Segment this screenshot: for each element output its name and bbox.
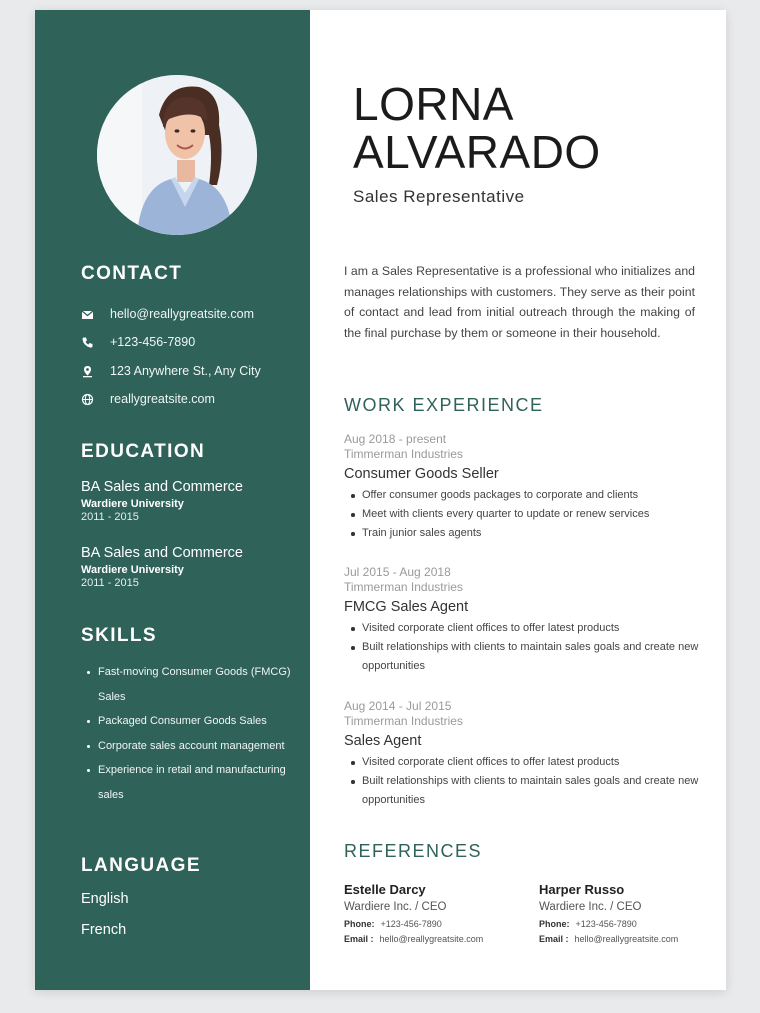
last-name: ALVARADO: [353, 126, 601, 178]
first-name: LORNA: [353, 78, 514, 130]
contact-phone[interactable]: [81, 332, 195, 352]
job-dates: Aug 2014 - Jul 2015: [344, 699, 452, 713]
education-school: Wardiere University: [81, 498, 184, 510]
job-entry: [344, 565, 704, 676]
skills-heading: SKILLS: [81, 625, 157, 646]
job-company: Timmerman Industries: [344, 580, 463, 594]
reference-email-label: Email :: [344, 934, 374, 944]
reference-name: Harper Russo: [539, 882, 625, 897]
job-bullet: Meet with clients every quarter to update or renew services: [344, 505, 704, 524]
education-degree: BA Sales and Commerce: [81, 479, 243, 495]
contact-address: [81, 361, 261, 381]
contact-phone-text: +123-456-7890: [110, 335, 196, 349]
globe-icon: [81, 393, 94, 406]
reference-card: [344, 882, 544, 944]
location-pin-icon: [81, 365, 94, 378]
skill-item: Packaged Consumer Goods Sales: [81, 709, 296, 734]
skill-item: Fast-moving Consumer Goods (FMCG) Sales: [81, 660, 296, 709]
email-icon: [81, 308, 94, 321]
phone-icon: [81, 336, 94, 349]
education-school: Wardiere University: [81, 564, 184, 576]
reference-phone-label: Phone:: [539, 919, 570, 929]
job-entry: [344, 432, 704, 543]
profile-photo-image: [97, 75, 257, 235]
reference-card: [539, 882, 726, 944]
education-years: 2011 - 2015: [81, 511, 139, 523]
job-bullets: [344, 619, 704, 676]
profile-photo: [97, 75, 257, 235]
language-item: French: [81, 922, 127, 938]
job-role: Consumer Goods Seller: [344, 466, 499, 482]
job-company: Timmerman Industries: [344, 714, 463, 728]
job-bullets: [344, 486, 704, 543]
skills-list: [81, 660, 296, 807]
education-years: 2011 - 2015: [81, 577, 139, 589]
resume-sidebar: [35, 10, 310, 990]
reference-phone-label: Phone:: [344, 919, 375, 929]
contact-email[interactable]: [81, 304, 254, 324]
job-bullet: Offer consumer goods packages to corporate and clients: [344, 486, 704, 505]
skill-item: Corporate sales account management: [81, 734, 296, 759]
reference-phone-value: +123-456-7890: [380, 919, 442, 929]
language-item: English: [81, 891, 129, 907]
reference-name: Estelle Darcy: [344, 882, 426, 897]
job-entry: [344, 699, 704, 810]
resume-main: [310, 10, 726, 990]
contact-address-text: 123 Anywhere St., Any City: [110, 364, 261, 378]
reference-email: [344, 934, 544, 944]
reference-company: Wardiere Inc. / CEO: [344, 901, 447, 913]
reference-phone: [344, 919, 544, 929]
references-heading: REFERENCES: [344, 841, 483, 861]
reference-email-value[interactable]: hello@reallygreatsite.com: [574, 934, 679, 944]
job-bullet: Visited corporate client offices to offer latest products: [344, 619, 704, 638]
education-degree: BA Sales and Commerce: [81, 545, 243, 561]
contact-website[interactable]: [81, 389, 215, 409]
reference-email-label: Email :: [539, 934, 569, 944]
job-title: Sales Representative: [353, 187, 525, 206]
profile-summary: I am a Sales Representative is a professional who initializes and manages relationships with customers. They serve as their point of contact and lead from initial outreach through the making of the final purchase by them or someone in their household.: [344, 264, 695, 340]
reference-company: Wardiere Inc. / CEO: [539, 901, 642, 913]
job-role: Sales Agent: [344, 733, 422, 749]
job-bullet: Built relationships with clients to maintain sales goals and create new opportunities: [344, 772, 704, 810]
education-item: [81, 479, 243, 523]
reference-phone: [539, 919, 726, 929]
reference-phone-value: +123-456-7890: [575, 919, 637, 929]
job-bullet: Visited corporate client offices to offer latest products: [344, 753, 704, 772]
contact-website-text: reallygreatsite.com: [110, 392, 215, 406]
skill-item: Experience in retail and manufacturing sales: [81, 758, 296, 807]
job-dates: Jul 2015 - Aug 2018: [344, 565, 451, 579]
work-experience-heading: WORK EXPERIENCE: [344, 395, 544, 415]
person-name: [353, 80, 601, 176]
language-heading: LANGUAGE: [81, 855, 201, 876]
job-role: FMCG Sales Agent: [344, 599, 469, 615]
reference-email-value[interactable]: hello@reallygreatsite.com: [379, 934, 484, 944]
job-bullet: Train junior sales agents: [344, 524, 704, 543]
reference-email: [539, 934, 726, 944]
job-bullets: [344, 753, 704, 810]
education-heading: EDUCATION: [81, 441, 206, 462]
job-company: Timmerman Industries: [344, 447, 463, 461]
resume-page: [35, 10, 726, 990]
contact-heading: CONTACT: [81, 263, 183, 284]
job-dates: Aug 2018 - present: [344, 432, 447, 446]
job-bullet: Built relationships with clients to maintain sales goals and create new opportunities: [344, 638, 704, 676]
education-item: [81, 545, 243, 589]
contact-email-text: hello@reallygreatsite.com: [110, 307, 255, 321]
